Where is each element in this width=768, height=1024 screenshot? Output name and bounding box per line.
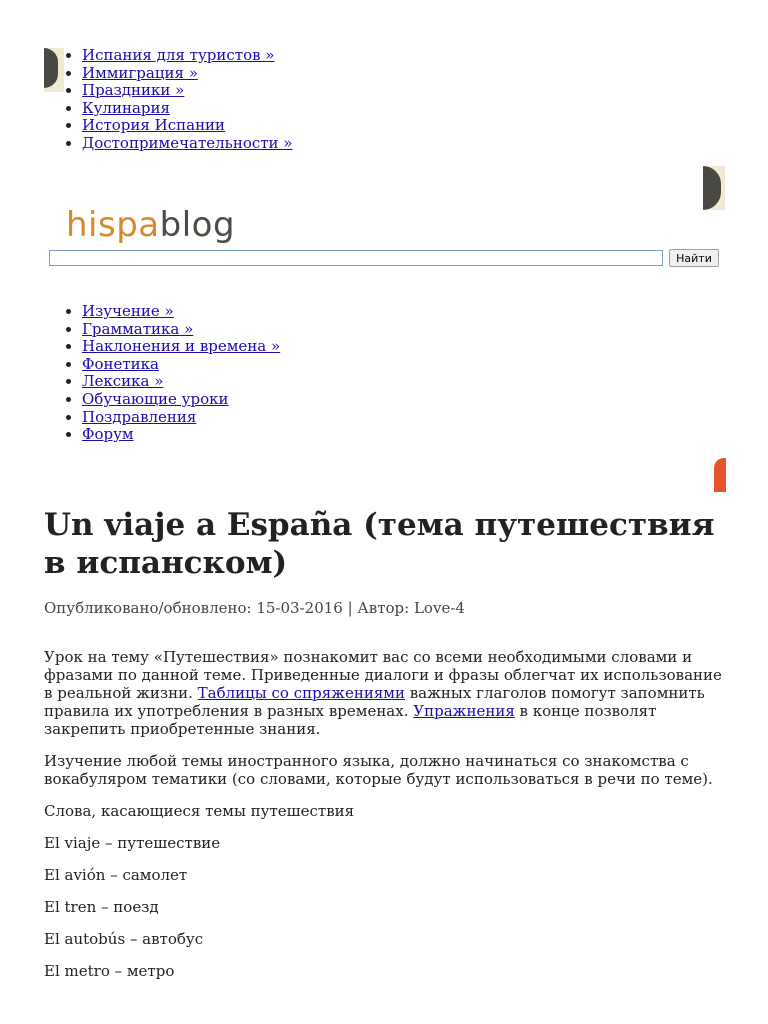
- decorative-tab-graphic-right: [703, 166, 725, 210]
- top-nav-item-cuisine: [82, 100, 293, 118]
- article-meta: Опубликовано/обновлено: 15-03-2016 | Автор: Love-4: [44, 599, 465, 617]
- top-nav-link[interactable]: Достопримечательности »: [82, 133, 293, 152]
- main-nav-item-forum: [82, 426, 280, 444]
- main-nav-item-grammar: [82, 321, 280, 339]
- main-nav-item-phonetics: [82, 356, 280, 374]
- main-nav-item-vocabulary: [82, 373, 280, 391]
- vocab-item: El metro – метро: [44, 962, 175, 980]
- exercises-link[interactable]: Упражнения: [413, 702, 515, 720]
- top-nav-item-history: [82, 117, 293, 135]
- top-nav-link[interactable]: История Испании: [82, 116, 226, 135]
- logo-part-blog: blog: [159, 205, 236, 245]
- top-nav-link[interactable]: Иммиграция »: [82, 63, 198, 82]
- search-input[interactable]: [49, 250, 663, 266]
- article-body: [44, 648, 734, 994]
- site-logo[interactable]: [66, 205, 235, 245]
- main-nav-link[interactable]: Наклонения и времена »: [82, 337, 281, 356]
- top-nav-link[interactable]: Испания для туристов »: [82, 46, 275, 64]
- top-navigation: [42, 47, 293, 153]
- vocab-item: El tren – поезд: [44, 898, 159, 916]
- main-nav-item-greetings: [82, 409, 280, 427]
- page-title: Un viaje a España (тема путешествия в испанском): [44, 507, 715, 581]
- intro-paragraph: [44, 648, 734, 738]
- main-nav-link[interactable]: Лексика »: [82, 372, 164, 391]
- main-nav-item-moods-tenses: [82, 338, 280, 356]
- main-nav-link[interactable]: Фонетика: [82, 354, 159, 373]
- main-nav-link[interactable]: Поздравления: [82, 407, 197, 426]
- decorative-red-tab: [714, 458, 726, 492]
- main-nav-link[interactable]: Обучающие уроки: [82, 389, 229, 408]
- intro-text: в конце позволят закрепить приобретенные знания.: [44, 702, 657, 738]
- top-nav-item-holidays: [82, 82, 293, 100]
- paragraph: Изучение любой темы иностранного языка, должно начинаться со знакомства с вокабуляром тематики (со словами, которые будут использоваться в речи по теме).: [44, 752, 713, 788]
- main-navigation: [42, 303, 280, 444]
- section-heading: Слова, касающиеся темы путешествия: [44, 802, 355, 820]
- vocab-item: El autobús – автобус: [44, 930, 204, 948]
- main-nav-item-study: [82, 303, 280, 321]
- logo-part-hispa: hispa: [66, 205, 160, 245]
- vocab-item: El viaje – путешествие: [44, 834, 221, 852]
- main-nav-item-lessons: [82, 391, 280, 409]
- main-nav-link[interactable]: Изучение »: [82, 302, 174, 320]
- top-nav-item-sights: [82, 135, 293, 153]
- conjugation-tables-link[interactable]: Таблицы со спряжениями: [197, 684, 405, 702]
- top-nav-item-tourists: [82, 47, 293, 65]
- search-button[interactable]: Найти: [669, 249, 719, 267]
- intro-text: Урок на тему «Путешествия» познакомит вас со всеми необходимыми словами и фразами по данной теме. Приведенные диалоги и фразы облегчат их использование в реальной жизни.: [44, 648, 722, 702]
- top-nav-link[interactable]: Праздники »: [82, 81, 185, 100]
- main-nav-link[interactable]: Форум: [82, 425, 134, 444]
- vocab-item: El avión – самолет: [44, 866, 188, 884]
- top-nav-item-immigration: [82, 65, 293, 83]
- intro-text: важных глаголов помогут запомнить правила их употребления в разных временах.: [44, 684, 705, 720]
- top-nav-link[interactable]: Кулинария: [82, 98, 170, 117]
- main-nav-link[interactable]: Грамматика »: [82, 319, 194, 338]
